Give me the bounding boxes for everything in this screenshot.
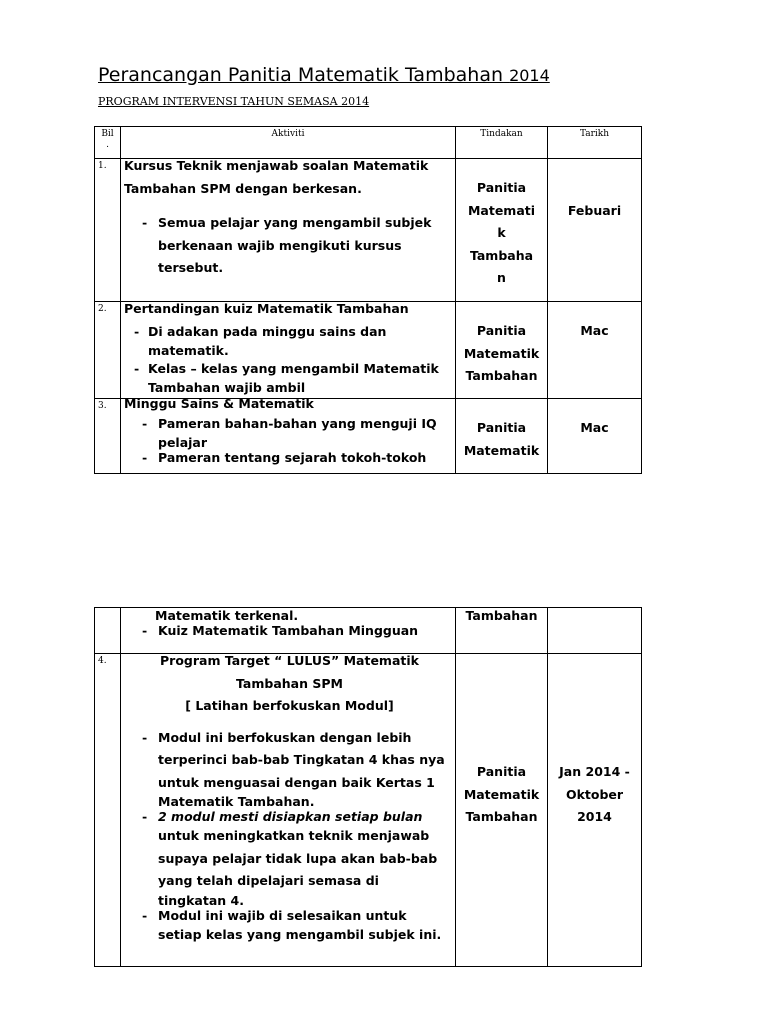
bullet-dash: -: [134, 323, 140, 339]
bullet-dash: -: [142, 729, 148, 745]
row-4-b2-line-2: supaya pelajar tidak lupa akan bab-bab: [158, 850, 438, 866]
table-row-2: [95, 302, 642, 399]
row-2-b1-line-1: Di adakan pada minggu sains dan: [148, 323, 387, 339]
row-4-tindakan-line-2: Matematik: [463, 786, 540, 802]
row-4-b2-line-1: untuk meningkatkan teknik menjawab: [158, 828, 430, 843]
row-2-tarikh-text: Mac: [580, 323, 609, 338]
row-4-bullet-1: [124, 727, 455, 810]
row-2-bullet-1: [124, 321, 455, 358]
row-4-b1-line-4: Matematik Tambahan.: [158, 794, 315, 809]
row-4-tindakan-line-3: Tambahan: [465, 809, 538, 824]
row-1-tindakan-line-2: Matemati: [467, 202, 536, 218]
row-3-tindakan-line-1: Panitia: [476, 420, 527, 435]
row-2-b1-line-2: matematik.: [148, 342, 229, 358]
row-4-b2-line-3: yang telah dipelajari semasa di: [158, 873, 379, 888]
row-4-b1-line-3: untuk menguasai dengan baik Kertas 1: [158, 774, 435, 790]
bullet-dash: -: [142, 416, 148, 431]
row-3c-tindakan: [456, 608, 548, 654]
row-2-tindakan: [456, 302, 548, 399]
row-3-tarikh: [548, 399, 642, 474]
row-2-bullet-2: [124, 358, 455, 395]
row-1-tindakan-line-1: Panitia: [476, 180, 527, 195]
row-4-tarikh-line-1: Jan 2014 -: [559, 764, 630, 779]
row-3c-line-1: Matematik terkenal.: [155, 608, 299, 623]
header-aktiviti: Aktiviti: [121, 127, 456, 159]
row-2-b2-line-1: Kelas – kelas yang mengambil Matematik: [148, 360, 439, 376]
row-4-b3-line-1: Modul ini wajib di selesaikan untuk: [158, 907, 407, 923]
page-title-year: 2014: [509, 66, 550, 85]
row-3-bullet-2: [124, 450, 455, 466]
row-4-number: 4.: [95, 654, 121, 967]
page-subtitle: PROGRAM INTERVENSI TAHUN SEMASA 2014: [98, 95, 370, 108]
row-4-tindakan: [456, 654, 548, 967]
row-3c-activity: [121, 608, 456, 654]
bullet-dash: -: [142, 215, 148, 230]
row-4-b3-line-2: setiap kelas yang mengambil subjek ini.: [158, 926, 442, 942]
row-1-bullet-line-3: tersebut.: [158, 260, 224, 275]
row-1-activity: [121, 159, 456, 302]
table-header-row: [95, 127, 642, 159]
header-tindakan: Tindakan: [456, 127, 548, 159]
row-4-bullet-3: [124, 908, 455, 947]
row-4-tarikh-line-3: 2014: [577, 809, 612, 824]
row-2-b2-line-2: Tambahan wajib ambil: [148, 379, 306, 395]
row-1-number: 1.: [95, 159, 121, 302]
row-3c-tindakan-text: Tambahan: [465, 608, 538, 623]
row-2-tindakan-line-2: Matematik: [463, 345, 540, 361]
row-4-tarikh: [548, 654, 642, 967]
row-2-number: 2.: [95, 302, 121, 399]
row-4-tarikh-line-2: Oktober: [565, 786, 624, 802]
bullet-dash: -: [142, 907, 148, 923]
row-3-bullet-1: [124, 413, 455, 450]
row-3-tindakan: [456, 399, 548, 474]
bullet-dash: -: [142, 450, 148, 465]
row-3c-bullet-3: [124, 623, 455, 639]
header-tarikh: Tarikh: [548, 127, 642, 159]
row-1-bullet-line-1: Semua pelajar yang mengambil subjek: [158, 215, 432, 230]
row-2-activity: [121, 302, 456, 399]
row-3-tindakan-line-2: Matematik: [463, 442, 540, 458]
table-row-4: [95, 654, 642, 967]
row-2-tindakan-line-1: Panitia: [476, 323, 527, 338]
page-title-text: Perancangan Panitia Matematik Tambahan: [98, 64, 504, 86]
bullet-dash: -: [142, 623, 148, 638]
row-3-b1-line-1: Pameran bahan-bahan yang menguji IQ: [158, 416, 437, 431]
bullet-dash: -: [134, 360, 140, 376]
row-4-b2-italic: 2 modul mesti disiapkan setiap bulan: [158, 809, 423, 824]
activity-table-part-2: [94, 607, 642, 967]
activity-table-part-1: [94, 126, 642, 474]
row-3-title: Minggu Sains & Matematik: [124, 396, 314, 411]
row-4-b2-line-4: tingkatan 4.: [158, 892, 244, 908]
row-3-b1-line-2: pelajar: [158, 435, 208, 450]
table-row-1: [95, 159, 642, 302]
row-2-tarikh: [548, 302, 642, 399]
row-1-bullet-line-2: berkenaan wajib mengikuti kursus: [158, 237, 402, 253]
row-2-title: Pertandingan kuiz Matematik Tambahan: [124, 301, 409, 316]
row-3c-number: [95, 608, 121, 654]
row-3-number: 3.: [95, 399, 121, 474]
row-3c-tarikh: [548, 608, 642, 654]
row-4-head-line-3: [ Latihan berfokuskan Modul]: [185, 698, 394, 713]
table-row-3: [95, 399, 642, 474]
row-1-tindakan-line-4: Tambaha: [469, 247, 534, 263]
row-1-tindakan-line-5: n: [497, 270, 506, 285]
row-4-head-line-2: Tambahan SPM: [236, 675, 343, 691]
header-bil-dot: .: [106, 140, 109, 150]
row-4-bullet-2: [124, 809, 455, 908]
row-1-title-line-1: Kursus Teknik menjawab soalan Matematik: [124, 158, 429, 173]
row-1-tindakan-line-3: k: [497, 225, 506, 240]
header-bil-text: Bil: [101, 129, 114, 139]
row-4-head-line-1: Program Target “ LULUS” Matematik: [160, 653, 419, 668]
row-3-b2-line-1: Pameran tentang sejarah tokoh-tokoh: [158, 450, 427, 465]
row-1-tarikh: [548, 159, 642, 302]
row-4-tindakan-line-1: Panitia: [476, 764, 527, 779]
row-4-b1-line-2: terperinci bab-bab Tingkatan 4 khas nya: [158, 752, 445, 767]
row-1-bullet: [124, 212, 455, 280]
row-2-tindakan-line-3: Tambahan: [465, 368, 538, 383]
bullet-dash: -: [142, 809, 148, 824]
page-title: [98, 64, 550, 86]
row-4-activity: [121, 654, 456, 967]
row-3c-b3-line-1: Kuiz Matematik Tambahan Mingguan: [158, 623, 419, 638]
row-3-activity: [121, 396, 456, 474]
header-bil: [95, 127, 121, 159]
row-1-tarikh-text: Febuari: [567, 203, 622, 218]
row-1-title-line-2: Tambahan SPM dengan berkesan.: [124, 180, 362, 196]
row-4-b1-line-1: Modul ini berfokuskan dengan lebih: [158, 729, 412, 745]
row-3-tarikh-text: Mac: [580, 420, 609, 435]
table-row-3-continued: [95, 608, 642, 654]
row-1-tindakan: [456, 159, 548, 302]
